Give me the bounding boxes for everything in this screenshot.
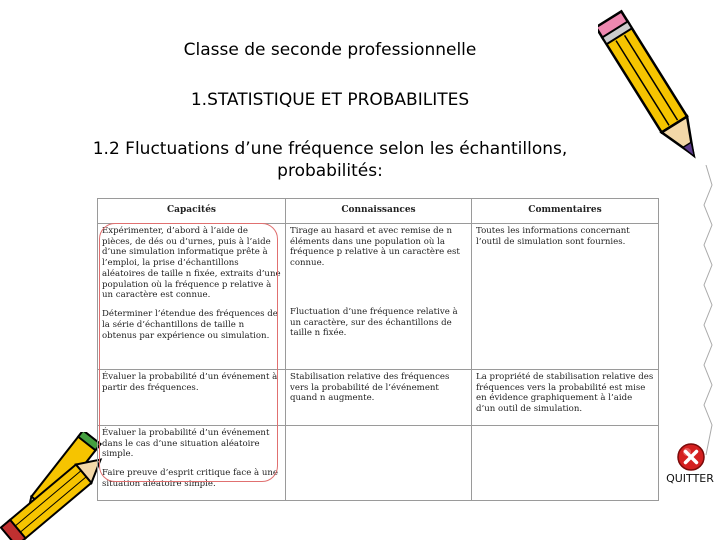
table-cell xyxy=(472,370,659,426)
col-header-capacites: Capacités xyxy=(98,199,286,224)
cell-text: Évaluer la probabilité d’un événement dans le cas d’une situation aléatoire simple. xyxy=(102,427,270,460)
close-icon[interactable] xyxy=(676,442,706,472)
cell-text: Déterminer l’étendue des fréquences de la série d’échantillons de taille n obtenus par expérience ou simulation. xyxy=(102,309,278,341)
table-cell xyxy=(286,224,472,370)
table-cell xyxy=(98,370,286,426)
cell-text: La propriété de stabilisation relative des fréquences vers la probabilité est mise en évidence graphiquement à l’aide d’un outil de simulation. xyxy=(476,372,654,415)
table-cell xyxy=(472,425,659,500)
section-title: 1.2 Fluctuations d’une fréquence selon les échantillons, probabilités: xyxy=(92,139,568,182)
quit-label[interactable]: QUITTER xyxy=(666,472,714,485)
cell-text: Faire preuve d’esprit critique face à une situation aléatoire simple. xyxy=(102,468,279,489)
col-header-commentaires: Commentaires xyxy=(472,199,659,224)
cell-text: Évaluer la probabilité d’un événement à partir des fréquences. xyxy=(102,372,278,393)
course-title: Classe de seconde professionnelle xyxy=(183,40,477,60)
cell-text: Fluctuation d’une fréquence relative à un caractère, sur des échantillons de taille n fixée. xyxy=(290,306,458,339)
table-cell xyxy=(98,224,286,370)
table-row xyxy=(98,370,659,426)
table-cell xyxy=(98,425,286,500)
quit-button[interactable] xyxy=(660,442,720,488)
cell-text: Expérimenter, d’abord à l’aide de pièces, de dés ou d’urnes, puis à l’aide d’une simulation informatique prête à l’emploi, la prise d’échantillons aléatoires de taille n fixée, extraits d’une population où la fréquence p relative à un caractère est connue. xyxy=(102,226,281,301)
col-header-connaissances: Connaissances xyxy=(286,199,472,224)
pencil-clipart-top xyxy=(598,4,710,176)
scribble-decoration xyxy=(700,165,718,465)
table-row xyxy=(98,425,659,500)
table-cell xyxy=(286,425,472,500)
table-cell xyxy=(472,224,659,370)
curriculum-table xyxy=(97,198,659,501)
cell-text: Tirage au hasard et avec remise de n éléments dans une population où la fréquence p relative à un caractère est connue. xyxy=(290,226,460,269)
table-cell xyxy=(286,370,472,426)
chapter-title: 1.STATISTIQUE ET PROBABILITES xyxy=(190,90,470,110)
table-row xyxy=(98,224,659,370)
cell-text: Toutes les informations concernant l’outil de simulation sont fournies. xyxy=(476,226,630,247)
table-header-row xyxy=(98,199,659,224)
cell-text: Stabilisation relative des fréquences vers la probabilité de l’événement quand n augmente. xyxy=(290,372,450,404)
